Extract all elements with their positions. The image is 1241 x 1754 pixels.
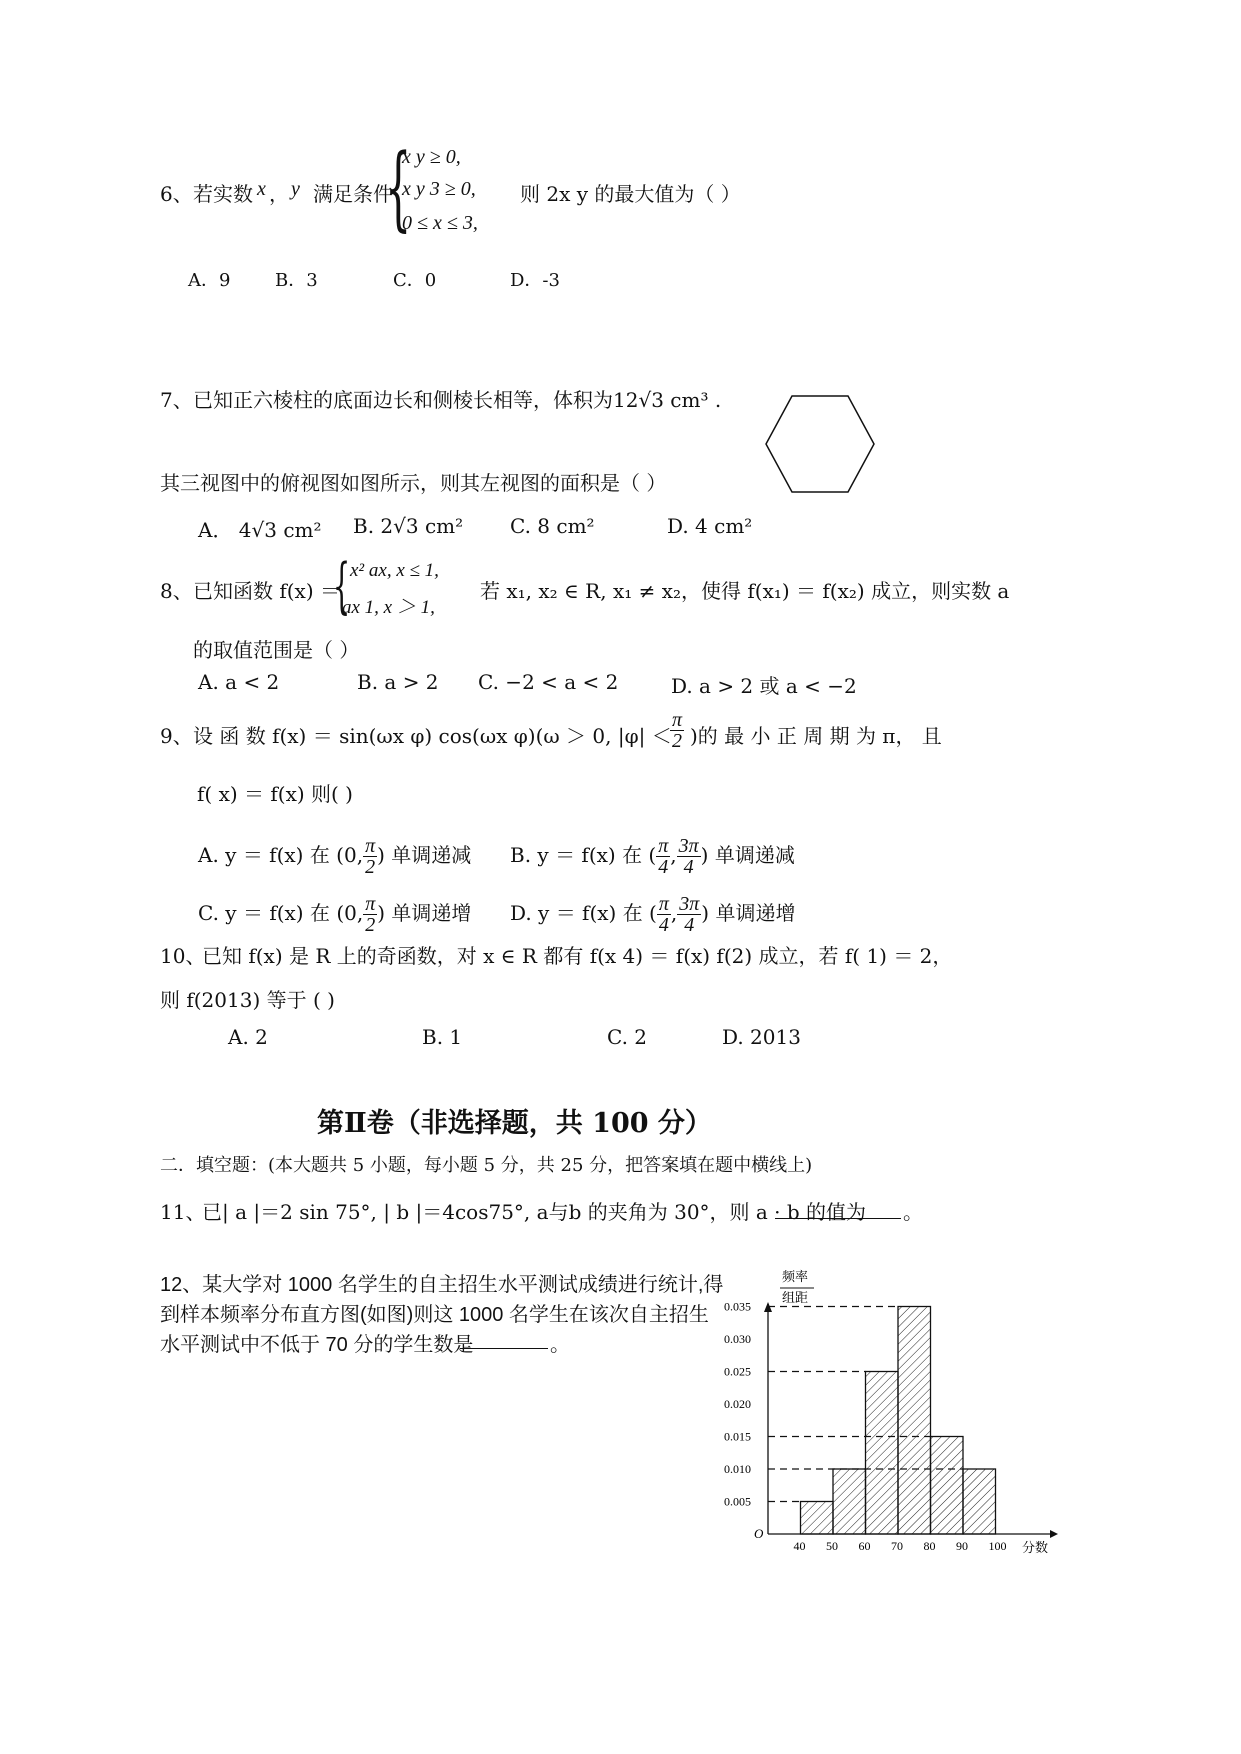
origin-label: O xyxy=(754,1526,764,1541)
q6-option-a: A．9 xyxy=(188,270,231,291)
q7-option-a: A． 4√3 cm² xyxy=(198,518,322,542)
q7-stem-b: 其三视图中的俯视图如图所示，则其左视图的面积是（ ） xyxy=(160,471,667,495)
q10-stem-b: 则 f(2013) 等于 ( ) xyxy=(160,988,335,1012)
q6-stem-b: 满足条件 xyxy=(313,182,393,206)
q6-brace: { xyxy=(385,134,412,241)
q7-number: 7、 xyxy=(160,388,193,412)
q6-number: 6、 xyxy=(160,182,193,206)
x-axis-arrow xyxy=(1050,1530,1058,1538)
part2-title: 第Ⅱ卷（非选择题，共 100 分） xyxy=(317,1108,712,1139)
q9-option-a: A. y ＝ f(x) 在 (0, $\frac{\pi}{2}$ ) 单调递减 xyxy=(198,835,472,878)
q6-option-d: D．-3 xyxy=(510,270,560,291)
q12-line-1: 12、某大学对 1000 名学生的自主招生水平测试成绩进行统计,得 xyxy=(160,1274,724,1296)
q6-option-b: B．3 xyxy=(275,270,318,291)
q8-piece-2: ax 1, x ＞ 1, xyxy=(342,597,435,618)
q8-stem-a: 已知函数 f(x) ＝ xyxy=(193,579,341,603)
q6-option-c: C．0 xyxy=(393,270,437,291)
q7-option-c: C. 8 cm² xyxy=(510,514,595,538)
y-tick-label: 0.025 xyxy=(724,1364,751,1379)
q7-stem-a: 已知正六棱柱的底面边长和侧棱长相等，体积为12√3 cm³ . xyxy=(193,388,722,412)
y-tick-label: 0.020 xyxy=(724,1397,751,1411)
y-tick-label: 0.030 xyxy=(724,1332,751,1346)
q8-brace: { xyxy=(333,551,351,621)
q7-option-d: D. 4 cm² xyxy=(667,514,753,538)
x-tick-label: 50 xyxy=(826,1539,838,1553)
frequency-histogram xyxy=(700,1262,1060,1554)
q9-number: 9、 xyxy=(160,724,193,748)
q9-pi-over-2: $\frac{\pi}{2}$ xyxy=(672,709,683,752)
q8-option-d: D. a > 2 或 a < −2 xyxy=(671,674,857,698)
histogram-bar xyxy=(801,1502,834,1535)
q9-stem-c: f( x) ＝ f(x) 则( ) xyxy=(197,782,353,806)
histogram-bar xyxy=(931,1437,964,1535)
y-tick-label: 0.005 xyxy=(724,1494,751,1509)
x-tick-label: 100 xyxy=(988,1539,1007,1553)
q12-answer-blank[interactable] xyxy=(460,1328,548,1349)
q10-stem-a: 已知 f(x) 是 R 上的奇函数，对 x ∈ R 都有 f(x 4) ＝ f(x) f(2) 成立，若 f( 1) ＝ 2， xyxy=(202,944,953,968)
q6-var-x: x xyxy=(257,178,266,200)
q6-var-y: y xyxy=(291,178,300,200)
fill-in-section-header: 二．填空题：(本大题共 5 小题，每小题 5 分，共 25 分，把答案填在题中横线上) xyxy=(160,1155,813,1176)
q11-stem: 已| a |＝2 sin 75°, | b |＝4cos75°, a与b 的夹角为 30°，则 a · b 的值为 xyxy=(202,1200,867,1224)
q10-number: 10、 xyxy=(160,944,206,968)
q8-stem-c: 的取值范围是（ ） xyxy=(193,638,360,662)
histogram-bar xyxy=(833,1469,866,1534)
q9-option-b: B. y ＝ f(x) 在 ( $\frac{\pi}{4}$ , $\frac{3\pi}{4}$ ) 单调递减 xyxy=(510,835,795,878)
histogram-bar xyxy=(898,1307,931,1535)
q12-line-3: 水平测试中不低于 70 分的学生数是 xyxy=(160,1334,474,1356)
hexagon-top-view-figure xyxy=(760,392,880,496)
x-tick-label: 70 xyxy=(891,1539,903,1553)
y-tick-label: 0.015 xyxy=(724,1429,751,1444)
x-tick-label: 60 xyxy=(858,1539,871,1553)
x-tick-label: 80 xyxy=(923,1539,936,1553)
q10-option-b: B. 1 xyxy=(422,1025,463,1049)
q6-cond-3: 0 ≤ x ≤ 3, xyxy=(402,212,478,234)
q8-option-a: A. a < 2 xyxy=(198,670,280,694)
q11-answer-blank[interactable] xyxy=(775,1196,901,1219)
q8-option-b: B. a > 2 xyxy=(357,670,439,694)
histogram-ylabel-top: 频率 xyxy=(782,1270,809,1285)
x-tick-label: 40 xyxy=(793,1539,806,1553)
q12-end: 。 xyxy=(550,1334,570,1356)
q10-option-d: D. 2013 xyxy=(722,1025,801,1049)
histogram-bar xyxy=(866,1372,899,1535)
q6-cond-1: x y ≥ 0, xyxy=(402,146,461,168)
q6-cond-2: x y 3 ≥ 0, xyxy=(402,178,476,200)
q8-number: 8、 xyxy=(160,579,193,603)
histogram-bar xyxy=(963,1469,996,1534)
y-tick-label: 0.010 xyxy=(724,1462,751,1476)
q6-stem-a: 若实数 xyxy=(193,182,253,206)
q10-option-c: C. 2 xyxy=(607,1025,648,1049)
x-axis-label: 分数 xyxy=(1022,1541,1049,1554)
q8-option-c: C. −2 < a < 2 xyxy=(478,670,619,694)
q11-number: 11、 xyxy=(160,1200,206,1224)
q6-stem-c: 则 2x y 的最大值为（ ） xyxy=(520,182,741,206)
q9-option-c: C. y ＝ f(x) 在 (0, $\frac{\pi}{2}$ ) 单调递增 xyxy=(198,893,472,936)
q9-option-d: D. y ＝ f(x) 在 ( $\frac{\pi}{4}$ , $\frac{3\pi}{4}$ ) 单调递增 xyxy=(510,893,796,936)
q8-piece-1: x² ax, x ≤ 1, xyxy=(350,560,439,581)
q11-end: 。 xyxy=(903,1200,923,1224)
q7-option-b: B. 2√3 cm² xyxy=(353,514,464,538)
q9-stem-b: )的 最 小 正 周 期 为 π， 且 xyxy=(690,724,942,748)
q6-sep: ， xyxy=(269,182,289,206)
y-tick-label: 0.035 xyxy=(724,1299,751,1314)
q10-option-a: A. 2 xyxy=(228,1025,268,1049)
q12-line-2: 到样本频率分布直方图(如图)则这 1000 名学生在该次自主招生 xyxy=(160,1304,709,1326)
histogram-ylabel-bottom: 组距 xyxy=(782,1291,809,1306)
x-tick-label: 90 xyxy=(956,1539,968,1553)
q8-stem-b: 若 x₁, x₂ ∈ R, x₁ ≠ x₂，使得 f(x₁) ＝ f(x₂) 成立，则实数 a xyxy=(480,579,1010,603)
q9-stem-a: 设 函 数 f(x) ＝ sin(ωx φ) cos(ωx φ)(ω ＞ 0, |φ| ＜ xyxy=(193,724,672,748)
